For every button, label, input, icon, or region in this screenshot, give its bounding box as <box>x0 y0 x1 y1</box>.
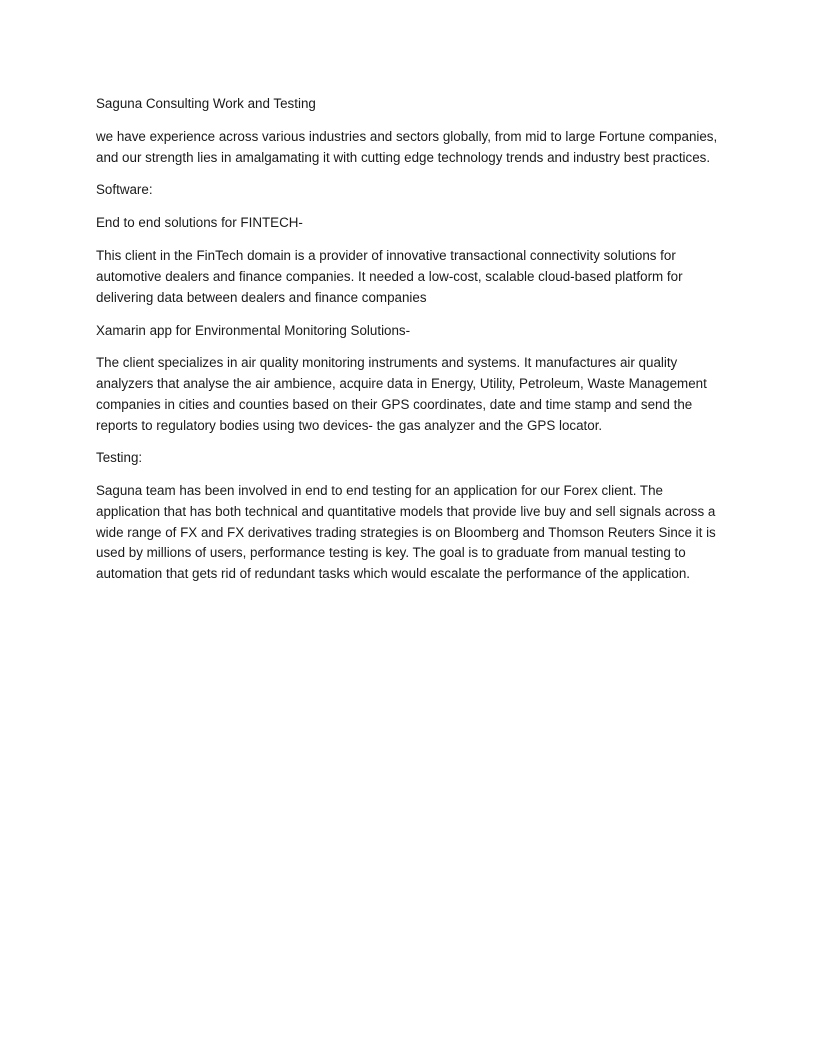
xamarin-heading: Xamarin app for Environmental Monitoring Solutions- <box>96 322 411 338</box>
xamarin-paragraph: The client specializes in air quality monitoring instruments and systems. It manufactures air quality analyzers that analyse the air ambience, acquire data in Energy, Utility, Petroleum, Waste Management companies in cities and counties based on their GPS coordinates, date and time stamp and send the reports to regulatory bodies using two devices- the gas analyzer and the GPS locator. <box>96 355 707 433</box>
document-page <box>96 94 720 597</box>
document-title: Saguna Consulting Work and Testing <box>96 96 316 111</box>
intro-paragraph: we have experience across various industries and sectors globally, from mid to large Fortune companies, and our strength lies in amalgamating it with cutting edge technology trends and industry best practices. <box>96 128 718 165</box>
fintech-paragraph: This client in the FinTech domain is a provider of innovative transactional connectivity solutions for automotive dealers and finance companies. It needed a low-cost, scalable cloud-based platform for delivering data between dealers and finance companies <box>96 248 683 305</box>
testing-paragraph: Saguna team has been involved in end to end testing for an application for our Forex client. The application that has both technical and quantitative models that provide live buy and sell signals across a wide range of FX and FX derivatives trading strategies is on Bloomberg and Thomson Reuters Since it is used by millions of users, performance testing is key. The goal is to graduate from manual testing to automation that gets rid of redundant tasks which would escalate the performance of the application. <box>96 483 716 582</box>
testing-heading: Testing: <box>96 450 143 466</box>
software-heading: Software: <box>96 182 153 198</box>
fintech-heading: End to end solutions for FINTECH- <box>96 215 303 231</box>
